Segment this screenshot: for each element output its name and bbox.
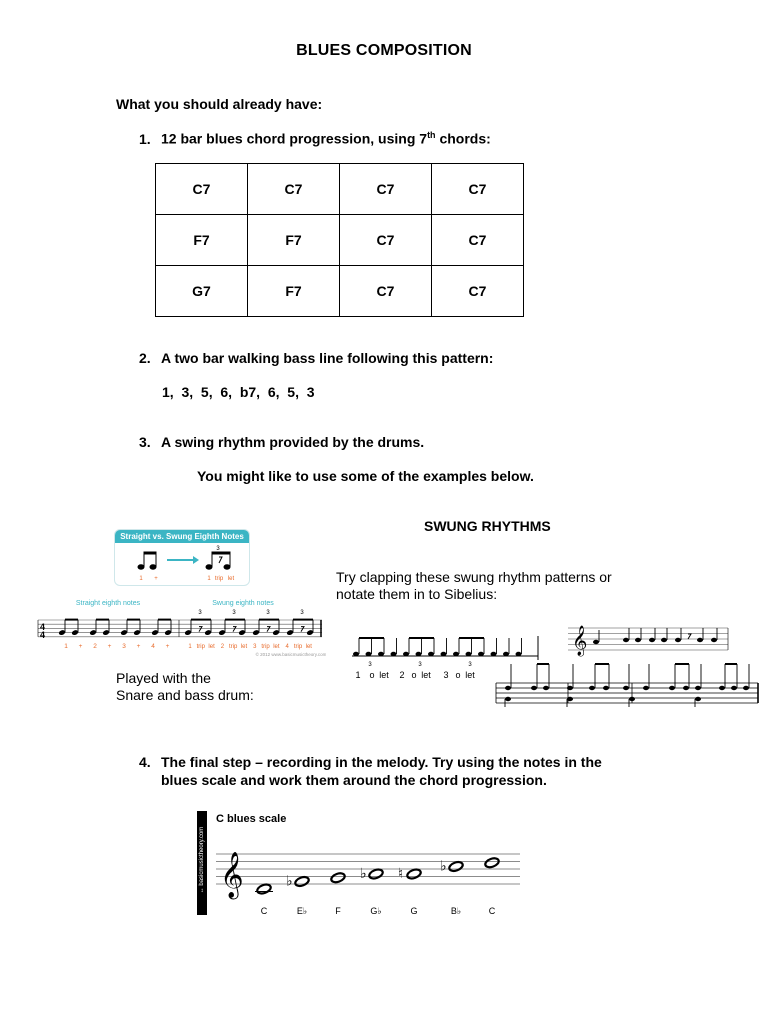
- swung-heading: SWUNG RHYTHMS: [424, 518, 551, 534]
- step-1-text-after: chords:: [435, 130, 491, 147]
- step-4: [139, 753, 602, 789]
- step-1-text: 12 bar blues chord progression, using 7: [161, 130, 428, 147]
- count-label: 2: [399, 670, 405, 680]
- beam: [409, 637, 434, 639]
- note: [661, 638, 667, 642]
- count-label: +: [165, 643, 170, 650]
- note: [531, 686, 537, 690]
- whole-note: [368, 868, 384, 880]
- note: [683, 686, 689, 690]
- chord-cell: C7: [432, 266, 524, 317]
- note: [743, 686, 749, 690]
- note: [391, 652, 397, 656]
- note: [543, 686, 549, 690]
- triplet-mark: 3: [266, 610, 270, 616]
- accidental: ♭: [360, 865, 367, 881]
- bass-drum-note: [505, 697, 511, 701]
- note-name: G: [410, 906, 418, 916]
- note: [669, 686, 675, 690]
- whole-note: [406, 868, 422, 880]
- triplet-mark: 3: [418, 662, 422, 668]
- chord-cell: C7: [432, 164, 524, 215]
- note: [428, 652, 434, 656]
- label-swung: Swung eighth notes: [212, 600, 274, 607]
- count-label: 3: [122, 643, 126, 650]
- bass-drum-note: [695, 697, 701, 701]
- card-header: Straight vs. Swung Eighth Notes: [115, 530, 249, 543]
- step-3-number: 3.: [139, 434, 151, 450]
- count-label: 1: [64, 643, 68, 650]
- step-3: [139, 434, 424, 450]
- count-label: trip: [293, 644, 303, 650]
- played-with-line: Snare and bass drum:: [116, 687, 254, 703]
- step-2-number: 2.: [139, 350, 151, 366]
- accidental: ♭: [440, 857, 447, 874]
- count-label: let: [465, 670, 475, 680]
- step-4-number: 4.: [139, 754, 151, 770]
- straight-vs-swung-card: [114, 529, 250, 586]
- step-1-number: 1.: [139, 130, 151, 147]
- note: [649, 638, 655, 642]
- beam: [158, 619, 171, 621]
- note: [567, 686, 573, 690]
- step-1: [139, 130, 491, 147]
- card-count: let: [227, 576, 235, 582]
- note-name: C: [260, 906, 268, 916]
- chord-row: [156, 215, 524, 266]
- rest: [199, 627, 202, 632]
- step-2: [139, 350, 493, 366]
- intro-text: What you should already have:: [116, 96, 323, 112]
- triplet-mark: 3: [232, 610, 236, 616]
- note: [697, 638, 703, 642]
- count-label: +: [107, 643, 112, 650]
- swing-melody-staff: [566, 618, 730, 660]
- note: [719, 686, 725, 690]
- blues-scale-sidebar: [197, 811, 207, 915]
- card-count: +: [154, 576, 158, 582]
- beam: [191, 619, 211, 621]
- step-2-text: A two bar walking bass line following this pattern:: [161, 350, 494, 366]
- beam: [459, 637, 484, 639]
- rest: [267, 627, 270, 632]
- step-3-sub: You might like to use some of the examples below.: [197, 468, 534, 484]
- note-name: G♭: [370, 906, 382, 916]
- note: [441, 652, 447, 656]
- count-label: let: [379, 670, 389, 680]
- note: [466, 652, 472, 656]
- beam: [96, 619, 109, 621]
- beam: [537, 663, 549, 665]
- count-label: 4: [151, 643, 155, 650]
- beam: [293, 619, 313, 621]
- try-clapping-line: notate them in to Sibelius:: [336, 586, 498, 602]
- note: [623, 686, 629, 690]
- count-label: trip: [261, 644, 270, 650]
- count-label: trip: [196, 644, 205, 650]
- count-label: 3: [443, 670, 449, 680]
- note: [675, 638, 681, 642]
- step-1-sup: th: [427, 130, 436, 140]
- note: [378, 652, 384, 656]
- beam: [595, 663, 609, 665]
- beam: [259, 619, 279, 621]
- count-label: let: [305, 644, 312, 650]
- triplet-mark: 3: [198, 610, 202, 616]
- card-count: 1: [139, 576, 143, 582]
- note: [589, 686, 595, 690]
- note: [453, 652, 459, 656]
- step-4-line: The final step – recording in the melody. Try using the notes in the: [161, 754, 602, 770]
- chord-cell: C7: [340, 266, 432, 317]
- label-straight: Straight eighth notes: [75, 600, 141, 607]
- note: [478, 652, 484, 656]
- count-label: 4: [285, 644, 289, 650]
- page-title: BLUES COMPOSITION: [296, 42, 472, 59]
- note-name: F: [335, 906, 341, 916]
- blues-scale-title: C blues scale: [216, 813, 287, 825]
- count-label: +: [78, 643, 83, 650]
- count-label: 3: [253, 644, 257, 650]
- card-count: 1: [207, 576, 211, 582]
- count-label: 1: [355, 670, 361, 680]
- count-label: let: [273, 644, 280, 650]
- beam: [65, 619, 78, 621]
- rest: [688, 634, 691, 639]
- whole-note: [294, 875, 310, 887]
- note: [635, 638, 641, 642]
- chord-cell: C7: [248, 164, 340, 215]
- beam: [359, 637, 384, 639]
- rest: [301, 627, 304, 632]
- count-label: +: [136, 643, 141, 650]
- note: [505, 686, 511, 690]
- bass-drum-note: [567, 697, 573, 701]
- drum-staff: [494, 659, 760, 709]
- accidental: ♮: [398, 865, 404, 881]
- whole-note: [330, 872, 346, 884]
- try-clapping: [336, 569, 612, 603]
- count-label: o: [455, 670, 461, 680]
- step-3-text: A swing rhythm provided by the drums.: [161, 434, 425, 450]
- beam: [225, 619, 245, 621]
- chord-row: [156, 164, 524, 215]
- card-count: trip: [214, 576, 224, 582]
- note: [416, 652, 422, 656]
- note: [623, 638, 629, 642]
- note-name: B♭: [450, 906, 462, 916]
- treble-clef-icon: 𝄞: [220, 853, 244, 897]
- beam: [725, 663, 737, 665]
- card-notation: [115, 543, 249, 585]
- note: [603, 686, 609, 690]
- rest: [233, 627, 236, 632]
- note: [366, 652, 372, 656]
- triplet-mark: 3: [368, 662, 372, 668]
- note: [731, 686, 737, 690]
- note: [643, 686, 649, 690]
- svg-text:4: 4: [40, 622, 46, 632]
- card-triplet: 3: [216, 546, 220, 552]
- chord-cell: G7: [156, 266, 248, 317]
- note: [695, 686, 701, 690]
- note: [503, 652, 509, 656]
- count-label: let: [208, 644, 215, 650]
- bass-pattern: 1, 3, 5, 6, b7, 6, 5, 3: [162, 384, 315, 400]
- triplet-mark: 3: [468, 662, 472, 668]
- try-clapping-line: Try clapping these swung rhythm patterns or: [336, 569, 612, 585]
- note: [491, 652, 497, 656]
- count-label: o: [369, 670, 375, 680]
- chord-cell: C7: [432, 215, 524, 266]
- note: [711, 638, 717, 642]
- sidebar-text: ↔ basicmusictheory.com: [199, 826, 205, 894]
- beam: [675, 663, 689, 665]
- whole-note: [484, 857, 500, 869]
- treble-clef-icon: 𝄞: [572, 625, 588, 655]
- chord-cell: F7: [248, 266, 340, 317]
- chord-cell: C7: [156, 164, 248, 215]
- count-label: 2: [220, 644, 225, 650]
- count-label: 1: [188, 644, 192, 650]
- count-label: let: [240, 644, 248, 650]
- note: [353, 652, 359, 656]
- chord-cell: F7: [156, 215, 248, 266]
- bass-drum-note: [629, 697, 635, 701]
- triplet-mark: 3: [300, 610, 304, 616]
- straight-swung-staff: [36, 596, 326, 658]
- note-name: C: [488, 906, 496, 916]
- blues-scale-staff: [214, 840, 524, 918]
- count-label: trip: [229, 644, 238, 650]
- svg-text:4: 4: [40, 630, 46, 640]
- step-4-line: blues scale and work them around the chord progression.: [161, 772, 547, 788]
- played-with-line: Played with the: [116, 670, 211, 686]
- chord-cell: C7: [340, 215, 432, 266]
- chord-grid: [155, 163, 524, 317]
- chord-cell: C7: [340, 164, 432, 215]
- note: [403, 652, 409, 656]
- beam: [127, 619, 140, 621]
- note: [516, 652, 522, 656]
- copyright: © 2012 www.basicmusictheory.com: [255, 652, 326, 657]
- count-label: o: [411, 670, 417, 680]
- whole-note: [448, 860, 464, 872]
- count-label: 2: [93, 643, 97, 650]
- note-name: E♭: [296, 906, 308, 916]
- note: [593, 640, 599, 644]
- whole-note: [256, 883, 272, 895]
- chord-row: [156, 266, 524, 317]
- chord-cell: F7: [248, 215, 340, 266]
- accidental: ♭: [286, 872, 293, 889]
- count-label: let: [421, 670, 431, 680]
- played-with: [116, 670, 254, 704]
